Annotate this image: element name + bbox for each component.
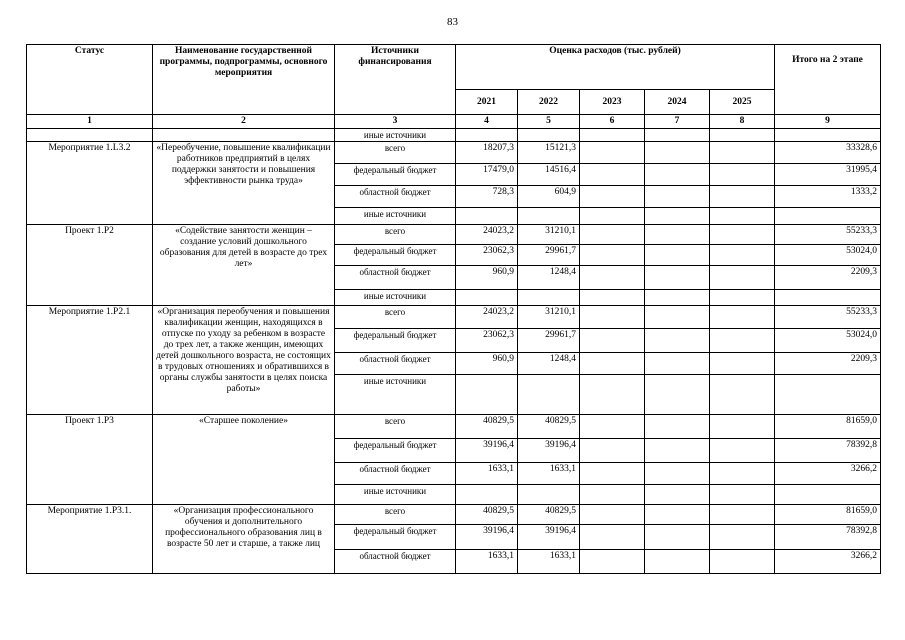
value-2025 (710, 463, 775, 485)
value-total: 78392,8 (775, 439, 881, 463)
value-total: 31995,4 (775, 164, 881, 186)
column-number: 2 (153, 115, 335, 129)
value-total: 2209,3 (775, 266, 881, 290)
value-2025 (710, 525, 775, 550)
value-total: 81659,0 (775, 505, 881, 525)
header-year: 2025 (710, 90, 775, 115)
source-label: федеральный бюджет (335, 164, 456, 186)
value-2025 (710, 290, 775, 306)
value-total: 55233,3 (775, 225, 881, 245)
value-2023 (580, 245, 645, 266)
column-number: 5 (518, 115, 580, 129)
table-row (27, 505, 881, 525)
value-2021: 40829,5 (456, 505, 518, 525)
value-2021: 40829,5 (456, 415, 518, 439)
source-label: федеральный бюджет (335, 329, 456, 353)
value-2021: 960,9 (456, 266, 518, 290)
source-label: областной бюджет (335, 550, 456, 574)
value-2023 (580, 485, 645, 505)
value-2025 (710, 142, 775, 164)
value-2022 (518, 375, 580, 415)
value-2025 (710, 208, 775, 225)
value-2021 (456, 375, 518, 415)
row-name: «Организация переобучения и повышения квалификации женщин, находящихся в отпуске по уходу за ребенком в возрасте до трех лет, а также женщин, имеющих детей дошкольного возраста, не состоящих в трудовых отношениях и обратившихся в органы службы занятости в целях поиска работы» (153, 306, 335, 415)
source-label: иные источники (335, 375, 456, 415)
value-2022: 1248,4 (518, 353, 580, 375)
table-row (27, 306, 881, 329)
source-label: всего (335, 142, 456, 164)
value-2025 (710, 225, 775, 245)
value-2025 (710, 245, 775, 266)
header-total: Итого на 2 этапе (775, 45, 881, 115)
row-status: Мероприятие 1.Р2.1 (27, 306, 153, 415)
source-label: федеральный бюджет (335, 525, 456, 550)
value-total (775, 375, 881, 415)
value-2023 (580, 439, 645, 463)
value-2024 (645, 525, 710, 550)
value-total: 3266,2 (775, 550, 881, 574)
value-total: 55233,3 (775, 306, 881, 329)
row-name: «Организация профессионального обучения и дополнительного профессионального образования лиц в возрасте 50 лет и старше, а также лиц (153, 505, 335, 574)
value-2022: 40829,5 (518, 505, 580, 525)
value-2022: 1633,1 (518, 463, 580, 485)
row-status: Проект 1.Р3 (27, 415, 153, 505)
value-2024 (645, 550, 710, 574)
value-2023 (580, 208, 645, 225)
value-2024 (645, 225, 710, 245)
header-year: 2021 (456, 90, 518, 115)
value-2025 (710, 329, 775, 353)
value-2021 (456, 290, 518, 306)
value-2021 (456, 485, 518, 505)
source-label: всего (335, 415, 456, 439)
page-number: 83 (447, 16, 458, 28)
value-total: 78392,8 (775, 525, 881, 550)
source-label: областной бюджет (335, 353, 456, 375)
column-number: 3 (335, 115, 456, 129)
value-2023 (580, 266, 645, 290)
value-2024 (645, 266, 710, 290)
column-number: 4 (456, 115, 518, 129)
value-2025 (710, 505, 775, 525)
budget-table (26, 44, 881, 574)
value-2022 (518, 208, 580, 225)
table-row (27, 225, 881, 245)
value-2021: 960,9 (456, 353, 518, 375)
value-2023 (580, 164, 645, 186)
table-row (27, 129, 881, 142)
value-2024 (645, 329, 710, 353)
value-2021: 1633,1 (456, 463, 518, 485)
row-name: «Содействие занятости женщин – создание условий дошкольного образования для детей в возрасте до трех лет» (153, 225, 335, 306)
value-2024 (645, 186, 710, 208)
value-total: 53024,0 (775, 329, 881, 353)
value-2024 (645, 505, 710, 525)
value-2023 (580, 306, 645, 329)
value-2023 (580, 505, 645, 525)
table-body (27, 129, 881, 574)
value-2021: 1633,1 (456, 550, 518, 574)
value-2023 (580, 375, 645, 415)
value-2021: 24023,2 (456, 225, 518, 245)
value-2021: 39196,4 (456, 439, 518, 463)
source-label: всего (335, 505, 456, 525)
value-2021 (456, 208, 518, 225)
row-name: «Старшее поколение» (153, 415, 335, 505)
value-2025 (710, 353, 775, 375)
value-2022 (518, 290, 580, 306)
value-total: 1333,2 (775, 186, 881, 208)
table-row (27, 142, 881, 164)
value-2025 (710, 375, 775, 415)
value-2021: 39196,4 (456, 525, 518, 550)
value-2024 (645, 463, 710, 485)
header-year: 2022 (518, 90, 580, 115)
value-2025 (710, 186, 775, 208)
header-name: Наименование государственной программы, подпрограммы, основного мероприятия (153, 45, 335, 115)
value-2022: 40829,5 (518, 415, 580, 439)
value-total: 3266,2 (775, 463, 881, 485)
value-2024 (645, 306, 710, 329)
value-2023 (580, 329, 645, 353)
value-2022: 1248,4 (518, 266, 580, 290)
value-2023 (580, 525, 645, 550)
column-number: 6 (580, 115, 645, 129)
value-2021: 23062,3 (456, 329, 518, 353)
value-total (775, 485, 881, 505)
value-2022: 39196,4 (518, 525, 580, 550)
value-2022: 29961,7 (518, 245, 580, 266)
column-number: 1 (27, 115, 153, 129)
value-total: 2209,3 (775, 353, 881, 375)
value-2024 (645, 164, 710, 186)
table-row (27, 415, 881, 439)
value-2024 (645, 245, 710, 266)
source-label: всего (335, 306, 456, 329)
source-label: всего (335, 225, 456, 245)
value-total (775, 290, 881, 306)
value-2023 (580, 353, 645, 375)
row-name: «Переобучение, повышение квалификации работников предприятий в целях поддержки занятости и повышения эффективности рынка труда» (153, 142, 335, 225)
value-2024 (645, 290, 710, 306)
value-2023 (580, 550, 645, 574)
source-label: областной бюджет (335, 266, 456, 290)
column-number: 7 (645, 115, 710, 129)
value-2022: 31210,1 (518, 225, 580, 245)
value-2021: 17479,0 (456, 164, 518, 186)
source-label: федеральный бюджет (335, 245, 456, 266)
row-status: Мероприятие 1.Р3.1. (27, 505, 153, 574)
value-2022: 604,9 (518, 186, 580, 208)
value-total: 53024,0 (775, 245, 881, 266)
value-2022: 14516,4 (518, 164, 580, 186)
column-number: 8 (710, 115, 775, 129)
value-2025 (710, 485, 775, 505)
value-2021: 24023,2 (456, 306, 518, 329)
header-year: 2023 (580, 90, 645, 115)
value-2022: 39196,4 (518, 439, 580, 463)
row-status: Мероприятие 1.L3.2 (27, 142, 153, 225)
value-2025 (710, 550, 775, 574)
header-status: Статус (27, 45, 153, 115)
value-2022: 29961,7 (518, 329, 580, 353)
row-status: Проект 1.Р2 (27, 225, 153, 306)
value-total (775, 208, 881, 225)
value-total: 33328,6 (775, 142, 881, 164)
source-label: областной бюджет (335, 463, 456, 485)
value-2021: 23062,3 (456, 245, 518, 266)
value-2024 (645, 375, 710, 415)
value-2023 (580, 290, 645, 306)
value-2023 (580, 225, 645, 245)
header-estimate: Оценка расходов (тыс. рублей) (456, 45, 775, 90)
source-label: иные источники (335, 129, 456, 142)
source-label: областной бюджет (335, 186, 456, 208)
value-2022 (518, 485, 580, 505)
value-2021: 728,3 (456, 186, 518, 208)
value-2023 (580, 186, 645, 208)
column-number: 9 (775, 115, 881, 129)
column-number-row (27, 115, 881, 129)
value-2023 (580, 415, 645, 439)
source-label: иные источники (335, 208, 456, 225)
value-2023 (580, 142, 645, 164)
value-2024 (645, 415, 710, 439)
value-total: 81659,0 (775, 415, 881, 439)
header-year: 2024 (645, 90, 710, 115)
value-2022: 31210,1 (518, 306, 580, 329)
value-2024 (645, 208, 710, 225)
value-2025 (710, 415, 775, 439)
value-2025 (710, 439, 775, 463)
source-label: федеральный бюджет (335, 439, 456, 463)
value-2024 (645, 142, 710, 164)
header-sources: Источники финансирования (335, 45, 456, 115)
value-2025 (710, 164, 775, 186)
source-label: иные источники (335, 485, 456, 505)
source-label: иные источники (335, 290, 456, 306)
value-2022: 1633,1 (518, 550, 580, 574)
value-2021: 18207,3 (456, 142, 518, 164)
value-2025 (710, 306, 775, 329)
value-2025 (710, 266, 775, 290)
value-2023 (580, 463, 645, 485)
value-2022: 15121,3 (518, 142, 580, 164)
value-2024 (645, 439, 710, 463)
value-2024 (645, 485, 710, 505)
value-2024 (645, 353, 710, 375)
